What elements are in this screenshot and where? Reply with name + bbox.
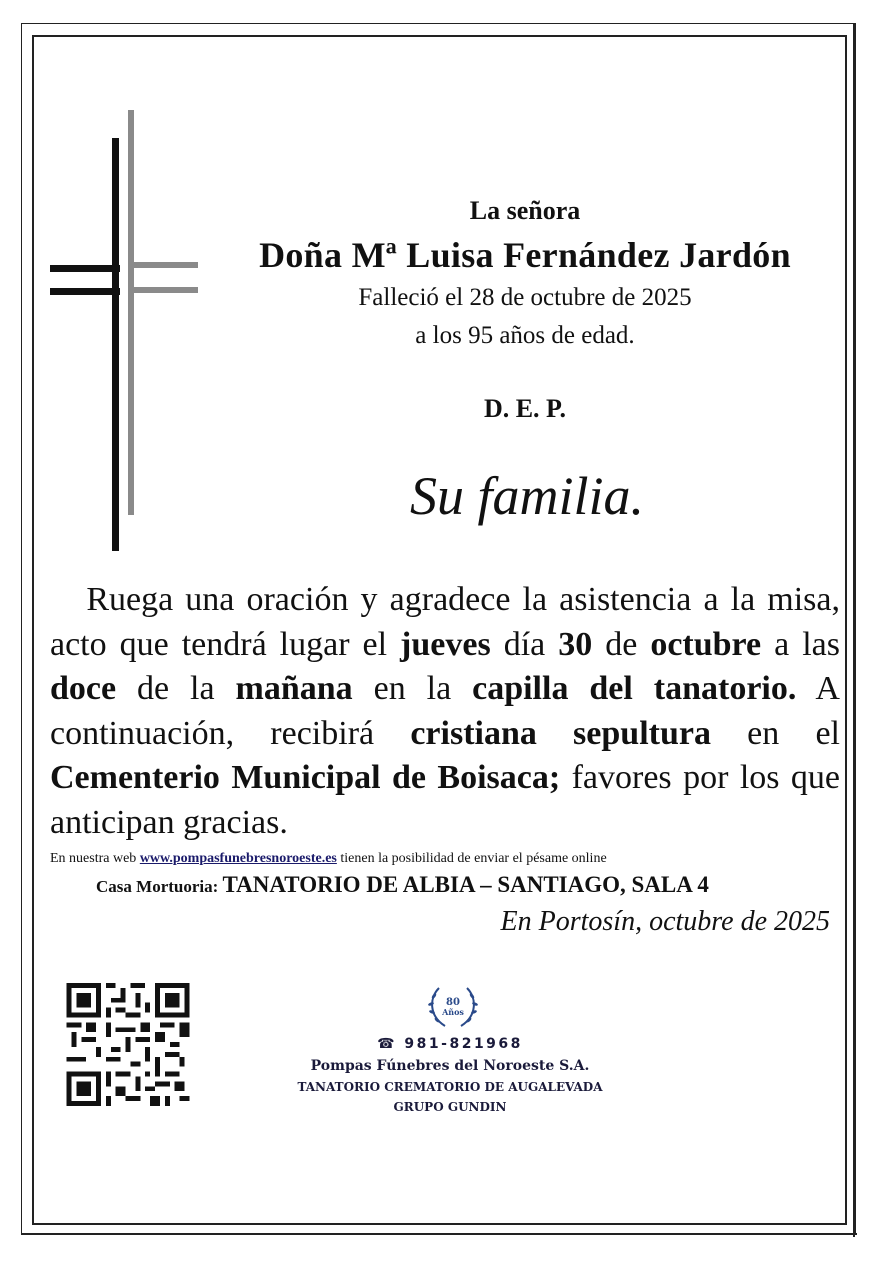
- outer-border-shadow-right: [853, 23, 855, 1237]
- body-text: en la: [352, 670, 473, 707]
- funeral-home-value: TANATORIO DE ALBIA – SANTIAGO, SALA 4: [222, 872, 709, 897]
- outer-border-shadow-bottom: [21, 1233, 857, 1235]
- body-bold: cristiana sepultura: [410, 714, 711, 752]
- body-bold: capilla del tanatorio.: [472, 670, 797, 707]
- body-bold: doce: [50, 670, 117, 707]
- body-text: Ruega una oración y agradece la asistencia a la misa, acto que tendrá lugar el: [50, 581, 840, 663]
- body-text: favores por los que anticipan gracias.: [50, 759, 840, 841]
- body-bold: jueves: [400, 625, 491, 663]
- funeral-home-label: Casa Mortuoria:: [96, 877, 223, 896]
- rip-text: D. E. P.: [483, 394, 567, 423]
- phone-line[interactable]: [300, 1036, 600, 1052]
- body-bold: octubre: [650, 625, 762, 663]
- ceremony-paragraph: [50, 578, 840, 845]
- logo-number: 80: [446, 997, 460, 1008]
- body-bold: mañana: [235, 670, 353, 707]
- death-date: Falleció el 28 de octubre de 2025: [358, 284, 692, 311]
- laurel-logo-icon: [425, 980, 481, 1032]
- body-text: de: [592, 625, 651, 663]
- company-name: Pompas Fúnebres del Noroeste S.A.: [310, 1058, 590, 1074]
- phone-icon: ☎: [377, 1036, 398, 1052]
- deceased-name: Doña Mª Luisa Fernández Jardón: [259, 235, 791, 275]
- group-name: GRUPO GUNDIN: [393, 1100, 507, 1114]
- body-text: de la: [116, 670, 236, 707]
- body-text: día: [490, 625, 559, 663]
- intro-text: La señora: [469, 196, 581, 225]
- website-link[interactable]: www.pompasfunebresnoroeste.es: [139, 851, 337, 866]
- logo-word: Años: [442, 1007, 464, 1017]
- body-text: a las: [761, 625, 840, 663]
- place-date: En Portosín, octubre de 2025: [500, 906, 830, 937]
- body-text: en el: [710, 714, 841, 752]
- web-condolence-line: [50, 851, 607, 867]
- web-prefix: En nuestra web: [50, 851, 140, 866]
- body-text: A continuación, recibirá: [50, 670, 840, 752]
- cross-icon: [48, 110, 208, 555]
- family-signature: Su familia.: [410, 466, 645, 526]
- age-text: a los 95 años de edad.: [415, 322, 635, 349]
- phone-number: 981-821968: [404, 1036, 523, 1052]
- body-bold: 30: [558, 625, 593, 663]
- body-bold: Cementerio Municipal de Boisaca;: [50, 759, 561, 796]
- web-suffix: tienen la posibilidad de enviar el pésame online: [336, 851, 607, 866]
- crematorium-name: TANATORIO CREMATORIO DE AUGALEVADA: [297, 1080, 603, 1094]
- qr-code[interactable]: [65, 983, 191, 1106]
- funeral-home-line: [96, 872, 709, 898]
